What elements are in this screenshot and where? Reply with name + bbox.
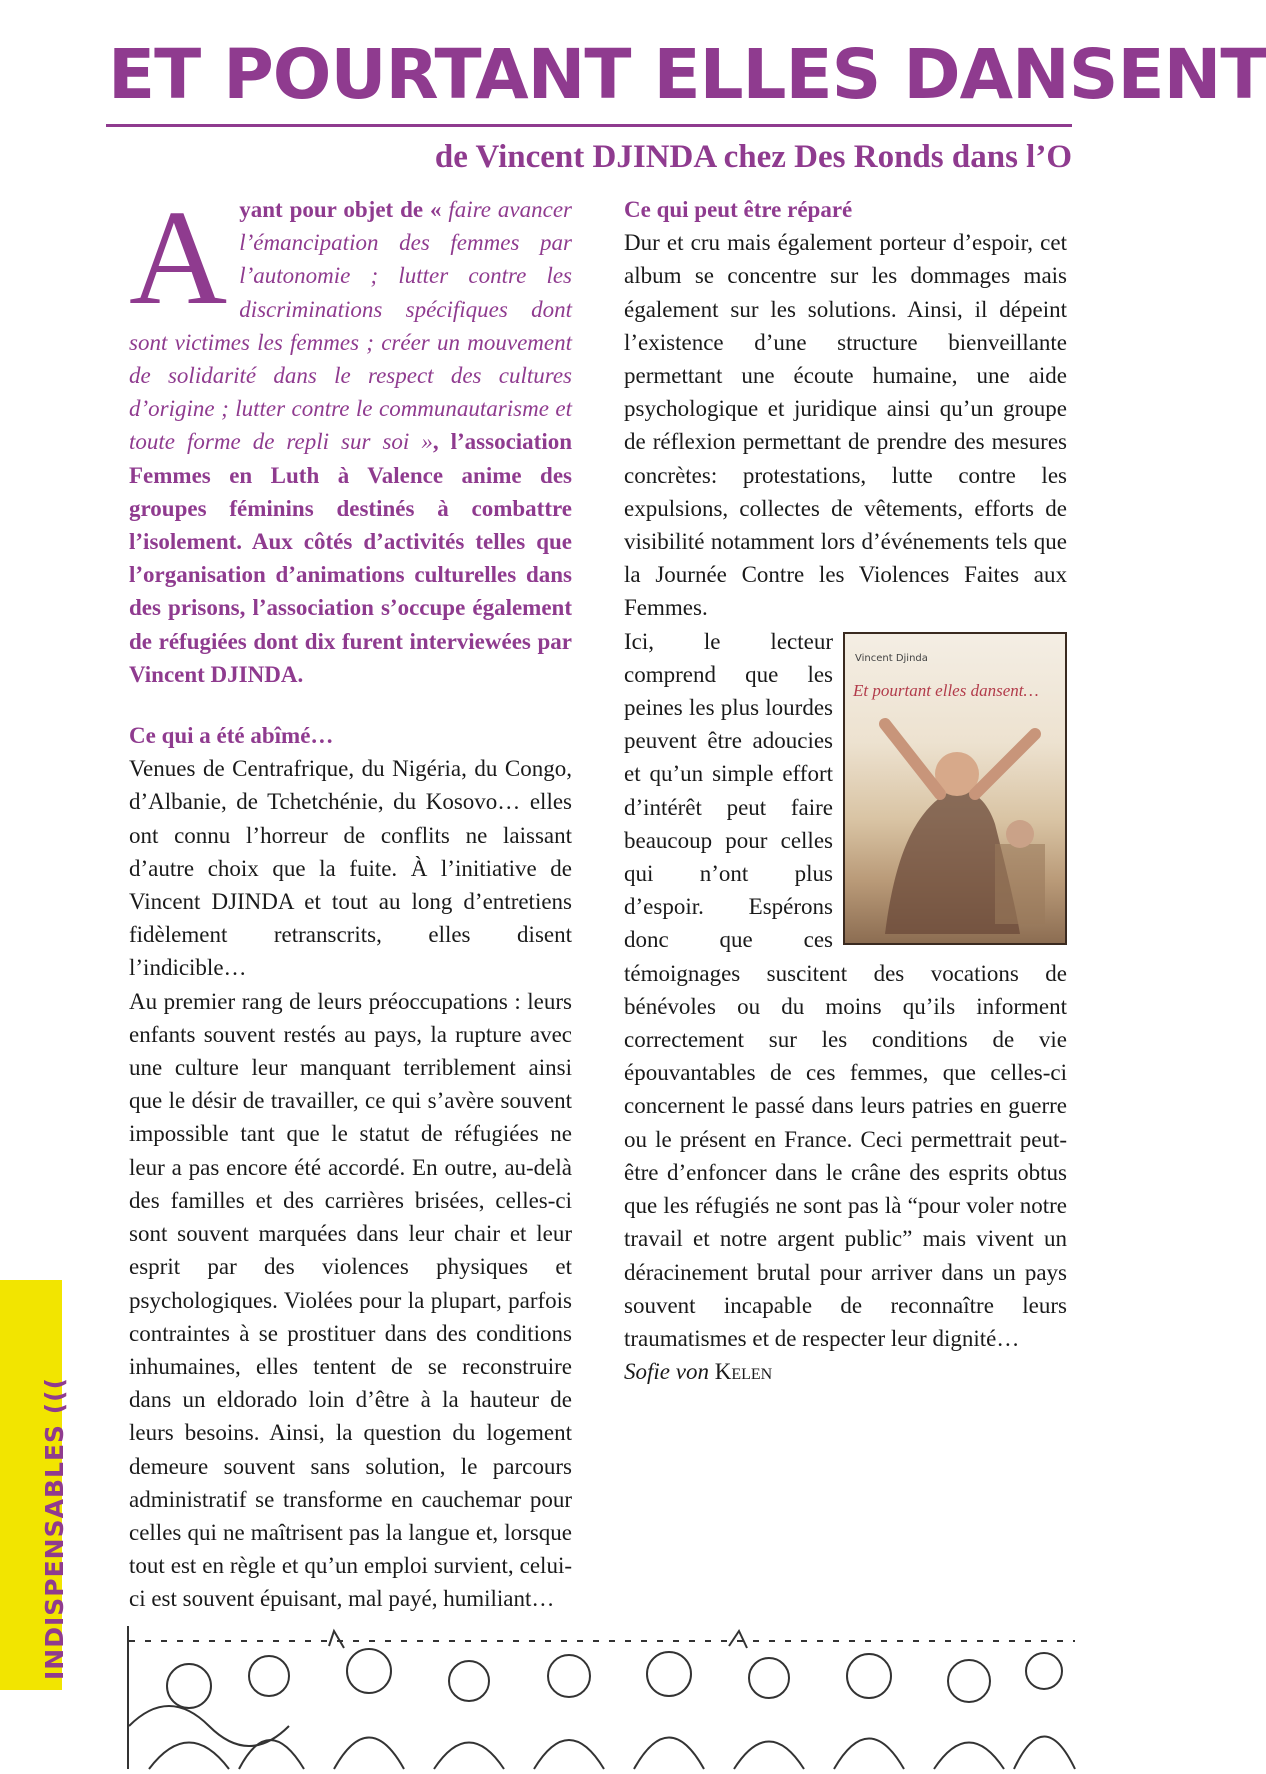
book-cover-image [843, 632, 1067, 945]
crowd-sketch [129, 1626, 1075, 1769]
sidebar-mark: ((( [40, 1376, 69, 1415]
body-paragraph: Ici, le lecteur comprend que les peines les plus lourdes peuvent être adoucies et qu’un simple effort d’intérêt peut faire beaucoup pour celles qui n’ont plus d’espoir. Espérons donc que ces témoignages suscitent des vocations de bénévoles ou du moins qu’ils informent correctement sur les conditions de vie épouvantables de ces femmes, que celles-ci concernent le passé dans leurs patries en guerre ou le présent en France. Ceci permettrait peut-être d’enfoncer dans le crâne des esprits obtus que les réfugiés ne sont pas là “pour voler notre travail et notre argent public” mais vivent un déracinement brutal pour arriver dans un pays souvent incapable de reconnaître leurs traumatismes et de respecter leur dignité… [624, 628, 1067, 1351]
column-right [624, 193, 1067, 1388]
book-cover-illustration [845, 634, 1065, 943]
lead-body: , l’association Femmes en Luth à Valence anime des groupes féminins destinés à combattre l’isolement. Aux côtés d’activités telles que l’organisation d’animations culturelles dans des prisons, l’association s’occupe également de réfugiées dont dix furent interviewées par Vincent DJINDA. [129, 429, 573, 687]
lead-quote: faire avancer l’émancipation des femmes par l’autonomie ; lutter contre les discriminations spécifiques dont sont victimes les femmes ; créer un mouvement de solidarité dans le respect des cultures d’origine ; lutter contre le communautarisme et toute forme de repli sur soi » [129, 197, 572, 455]
section-heading-damaged: Ce qui a été abîmé… [129, 723, 334, 749]
sidebar-label-text: INDISPENSABLES [40, 1423, 69, 1680]
title-rule [106, 124, 1072, 127]
book-cover-author: Vincent Djinda [855, 652, 928, 664]
body-paragraph: Venues de Centrafrique, du Nigéria, du Congo, d’Albanie, de Tchetchénie, du Kosovo… elles ont connu l’horreur de conflits ne laissant d’autre choix que la fuite. À l’initiative de Vincent DJINDA et tout au long d’entretiens fidèlement retranscrits, elles disent l’indicible… [129, 756, 572, 981]
article-title: ET POURTANT ELLES DANSENT [108, 35, 1266, 115]
article-subtitle: de Vincent DJINDA chez Des Ronds dans l’O [434, 139, 1072, 175]
body-paragraph: Dur et cru mais également porteur d’espoir, cet album se concentre sur les dommages mais également sur les solutions. Ainsi, il dépeint l’existence d’une structure bienveillante permettant une écoute humaine, une aide psychologique et juridique ainsi qu’un groupe de réflexion permettant de prendre des mesures concrètes: protestations, lutte contre les expulsions, collectes de vêtements, efforts de visibilité notamment lors d’événements tels que la Journée Contre les Violences Faites aux Femmes. [624, 230, 1067, 621]
book-cover-title: Et pourtant elles dansent… [853, 680, 1039, 700]
body-paragraph: Au premier rang de leurs préoccupations : leurs enfants souvent restés au pays, la rupture avec une culture leur manquant terriblement ainsi que le désir de travailler, ce qui s’avère souvent impossible tant que le statut de réfugiées ne leur a pas encore été accordé. En outre, au-delà des familles et des carrières brisées, celles-ci sont souvent marquées dans leur chair et leur esprit par des violences physiques et psychologiques. Violées pour la plupart, parfois contraintes à se prostituer dans des conditions inhumaines, elles tentent de se reconstruire dans un eldorado loin d’être à la hauteur de leurs besoins. Ainsi, la question du logement demeure souvent sans solution, le parcours administratif se transforme en cauchemar pour celles qui ne maîtrisent pas la langue et, lorsque tout est en règle et qu’un emploi survient, celui-ci est souvent épuisant, mal payé, humiliant… [129, 988, 572, 1612]
column-left [129, 183, 573, 1616]
signature-last: Kelen [714, 1359, 773, 1385]
lead-quote-intro: yant pour objet de « [239, 197, 449, 222]
sidebar-label [40, 1377, 69, 1680]
signature [624, 1355, 1067, 1388]
bottom-illustration [127, 1626, 1075, 1769]
lead-paragraph [129, 183, 573, 691]
section-heading-repaired: Ce qui peut être réparé [624, 197, 853, 222]
drop-cap: A [129, 183, 228, 333]
signature-first: Sofie von [624, 1359, 715, 1385]
